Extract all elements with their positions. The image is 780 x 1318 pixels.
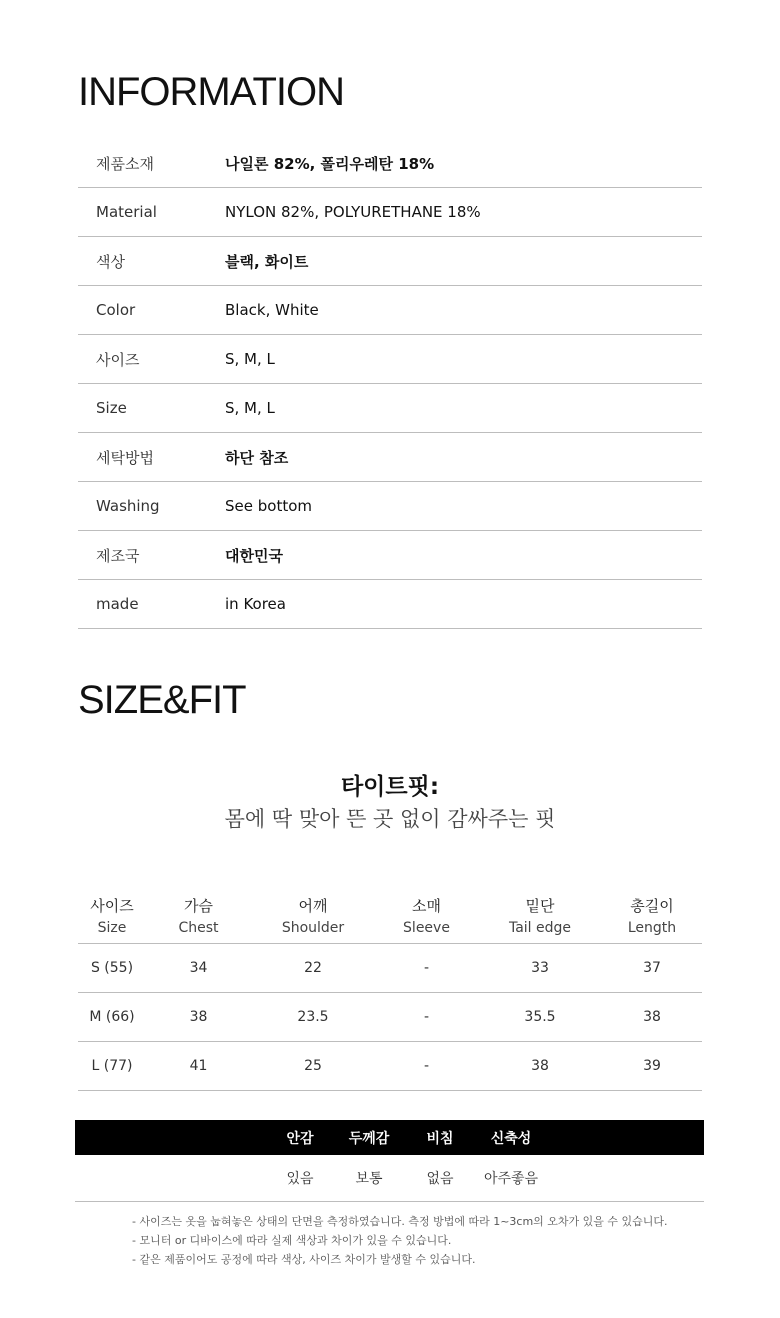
attr-value-thickness: 보통 bbox=[355, 1171, 383, 1187]
header-chest bbox=[146, 888, 251, 943]
header-en: Shoulder bbox=[281, 920, 345, 936]
attr-value-lining: 있음 bbox=[286, 1171, 314, 1187]
attr-value-sheerness: 없음 bbox=[426, 1171, 454, 1187]
table-cell: 23.5 bbox=[297, 1009, 329, 1025]
attr-label-stretch: 신축성 bbox=[490, 1130, 532, 1147]
header-ko: 총길이 bbox=[630, 897, 674, 915]
size-notes bbox=[132, 1212, 668, 1269]
attribute-labels-bar bbox=[75, 1120, 704, 1155]
info-row-size-en bbox=[78, 384, 702, 433]
attr-label-lining: 안감 bbox=[286, 1130, 314, 1147]
info-value: Black, White bbox=[225, 301, 319, 319]
header-en: Size bbox=[97, 920, 127, 936]
info-row-origin-ko bbox=[78, 531, 702, 580]
info-label: Washing bbox=[96, 497, 160, 515]
note-line: - 같은 제품이어도 공정에 따라 색상, 사이즈 차이가 발생할 수 있습니다. bbox=[132, 1253, 476, 1266]
table-cell: - bbox=[423, 1009, 430, 1025]
header-tail-edge bbox=[478, 888, 602, 943]
header-en: Chest bbox=[178, 920, 219, 936]
header-size bbox=[78, 888, 146, 943]
note-line: - 사이즈는 옷을 눕혀놓은 상태의 단면을 측정하였습니다. 측정 방법에 따라 1~3cm의 오차가 있을 수 있습니다. bbox=[132, 1215, 668, 1228]
header-ko: 어깨 bbox=[298, 897, 328, 915]
header-en: Tail edge bbox=[508, 920, 572, 936]
table-cell: 25 bbox=[304, 1058, 322, 1074]
info-value: S, M, L bbox=[225, 350, 275, 368]
header-ko: 밑단 bbox=[525, 897, 555, 915]
info-label: 사이즈 bbox=[96, 350, 140, 369]
table-cell: 34 bbox=[189, 960, 208, 976]
size-row-s bbox=[78, 944, 702, 993]
table-cell: 35.5 bbox=[524, 1009, 556, 1025]
table-cell: - bbox=[423, 960, 430, 976]
size-fit-title: SIZE&FIT bbox=[78, 678, 246, 722]
info-value: 나일론 82%, 폴리우레탄 18% bbox=[225, 154, 435, 173]
header-ko: 가슴 bbox=[184, 897, 213, 915]
header-length bbox=[602, 888, 702, 943]
info-value: NYLON 82%, POLYURETHANE 18% bbox=[225, 203, 481, 221]
attr-label-thickness: 두께감 bbox=[348, 1130, 390, 1147]
header-en: Length bbox=[627, 920, 677, 936]
info-value: 하단 참조 bbox=[225, 448, 289, 467]
table-cell: M (66) bbox=[89, 1009, 135, 1025]
info-row-material-ko bbox=[78, 139, 702, 188]
size-table-header bbox=[78, 888, 702, 944]
info-value: 블랙, 화이트 bbox=[225, 252, 309, 271]
attribute-values bbox=[75, 1155, 704, 1202]
info-label: Color bbox=[96, 301, 136, 319]
info-label: 제조국 bbox=[96, 546, 140, 565]
table-cell: 41 bbox=[189, 1058, 208, 1074]
size-row-m bbox=[78, 993, 702, 1042]
info-label: 제품소재 bbox=[96, 154, 154, 173]
information-table bbox=[78, 139, 702, 629]
info-row-origin-en bbox=[78, 580, 702, 629]
table-cell: L (77) bbox=[91, 1058, 133, 1074]
info-label: 세탁방법 bbox=[96, 448, 154, 467]
header-en: Sleeve bbox=[403, 920, 450, 936]
table-cell: 38 bbox=[531, 1058, 549, 1074]
table-cell: 33 bbox=[531, 960, 549, 976]
header-shoulder bbox=[251, 888, 375, 943]
fit-name: 타이트핏: bbox=[340, 774, 440, 800]
header-ko: 사이즈 bbox=[90, 897, 134, 915]
note-line: - 모니터 or 디바이스에 따라 실제 색상과 차이가 있을 수 있습니다. bbox=[132, 1234, 452, 1247]
table-cell: - bbox=[423, 1058, 430, 1074]
info-row-washing-en bbox=[78, 482, 702, 531]
size-table bbox=[78, 888, 702, 1091]
header-ko: 소매 bbox=[412, 897, 441, 915]
info-row-washing-ko bbox=[78, 433, 702, 482]
table-cell: 38 bbox=[643, 1009, 661, 1025]
table-cell: 39 bbox=[643, 1058, 661, 1074]
info-label: Material bbox=[96, 203, 157, 221]
info-value: 대한민국 bbox=[225, 546, 283, 565]
fit-description: 몸에 딱 맞아 뜬 곳 없이 감싸주는 핏 bbox=[224, 807, 556, 831]
info-value: See bottom bbox=[225, 497, 312, 515]
information-title: INFORMATION bbox=[78, 70, 345, 114]
attr-value-stretch: 아주좋음 bbox=[483, 1171, 539, 1187]
info-label: Size bbox=[96, 399, 127, 417]
header-sleeve bbox=[375, 888, 478, 943]
info-row-color-en bbox=[78, 286, 702, 335]
attr-label-sheerness: 비침 bbox=[426, 1130, 454, 1147]
size-row-l bbox=[78, 1042, 702, 1091]
table-cell: 22 bbox=[304, 960, 322, 976]
info-label: made bbox=[96, 595, 139, 613]
info-label: 색상 bbox=[96, 252, 125, 271]
info-row-size-ko bbox=[78, 335, 702, 384]
table-cell: 37 bbox=[643, 960, 661, 976]
info-value: in Korea bbox=[225, 595, 286, 613]
table-cell: 38 bbox=[189, 1009, 208, 1025]
info-value: S, M, L bbox=[225, 399, 275, 417]
info-row-material-en bbox=[78, 188, 702, 237]
info-row-color-ko bbox=[78, 237, 702, 286]
table-cell: S (55) bbox=[90, 960, 134, 976]
